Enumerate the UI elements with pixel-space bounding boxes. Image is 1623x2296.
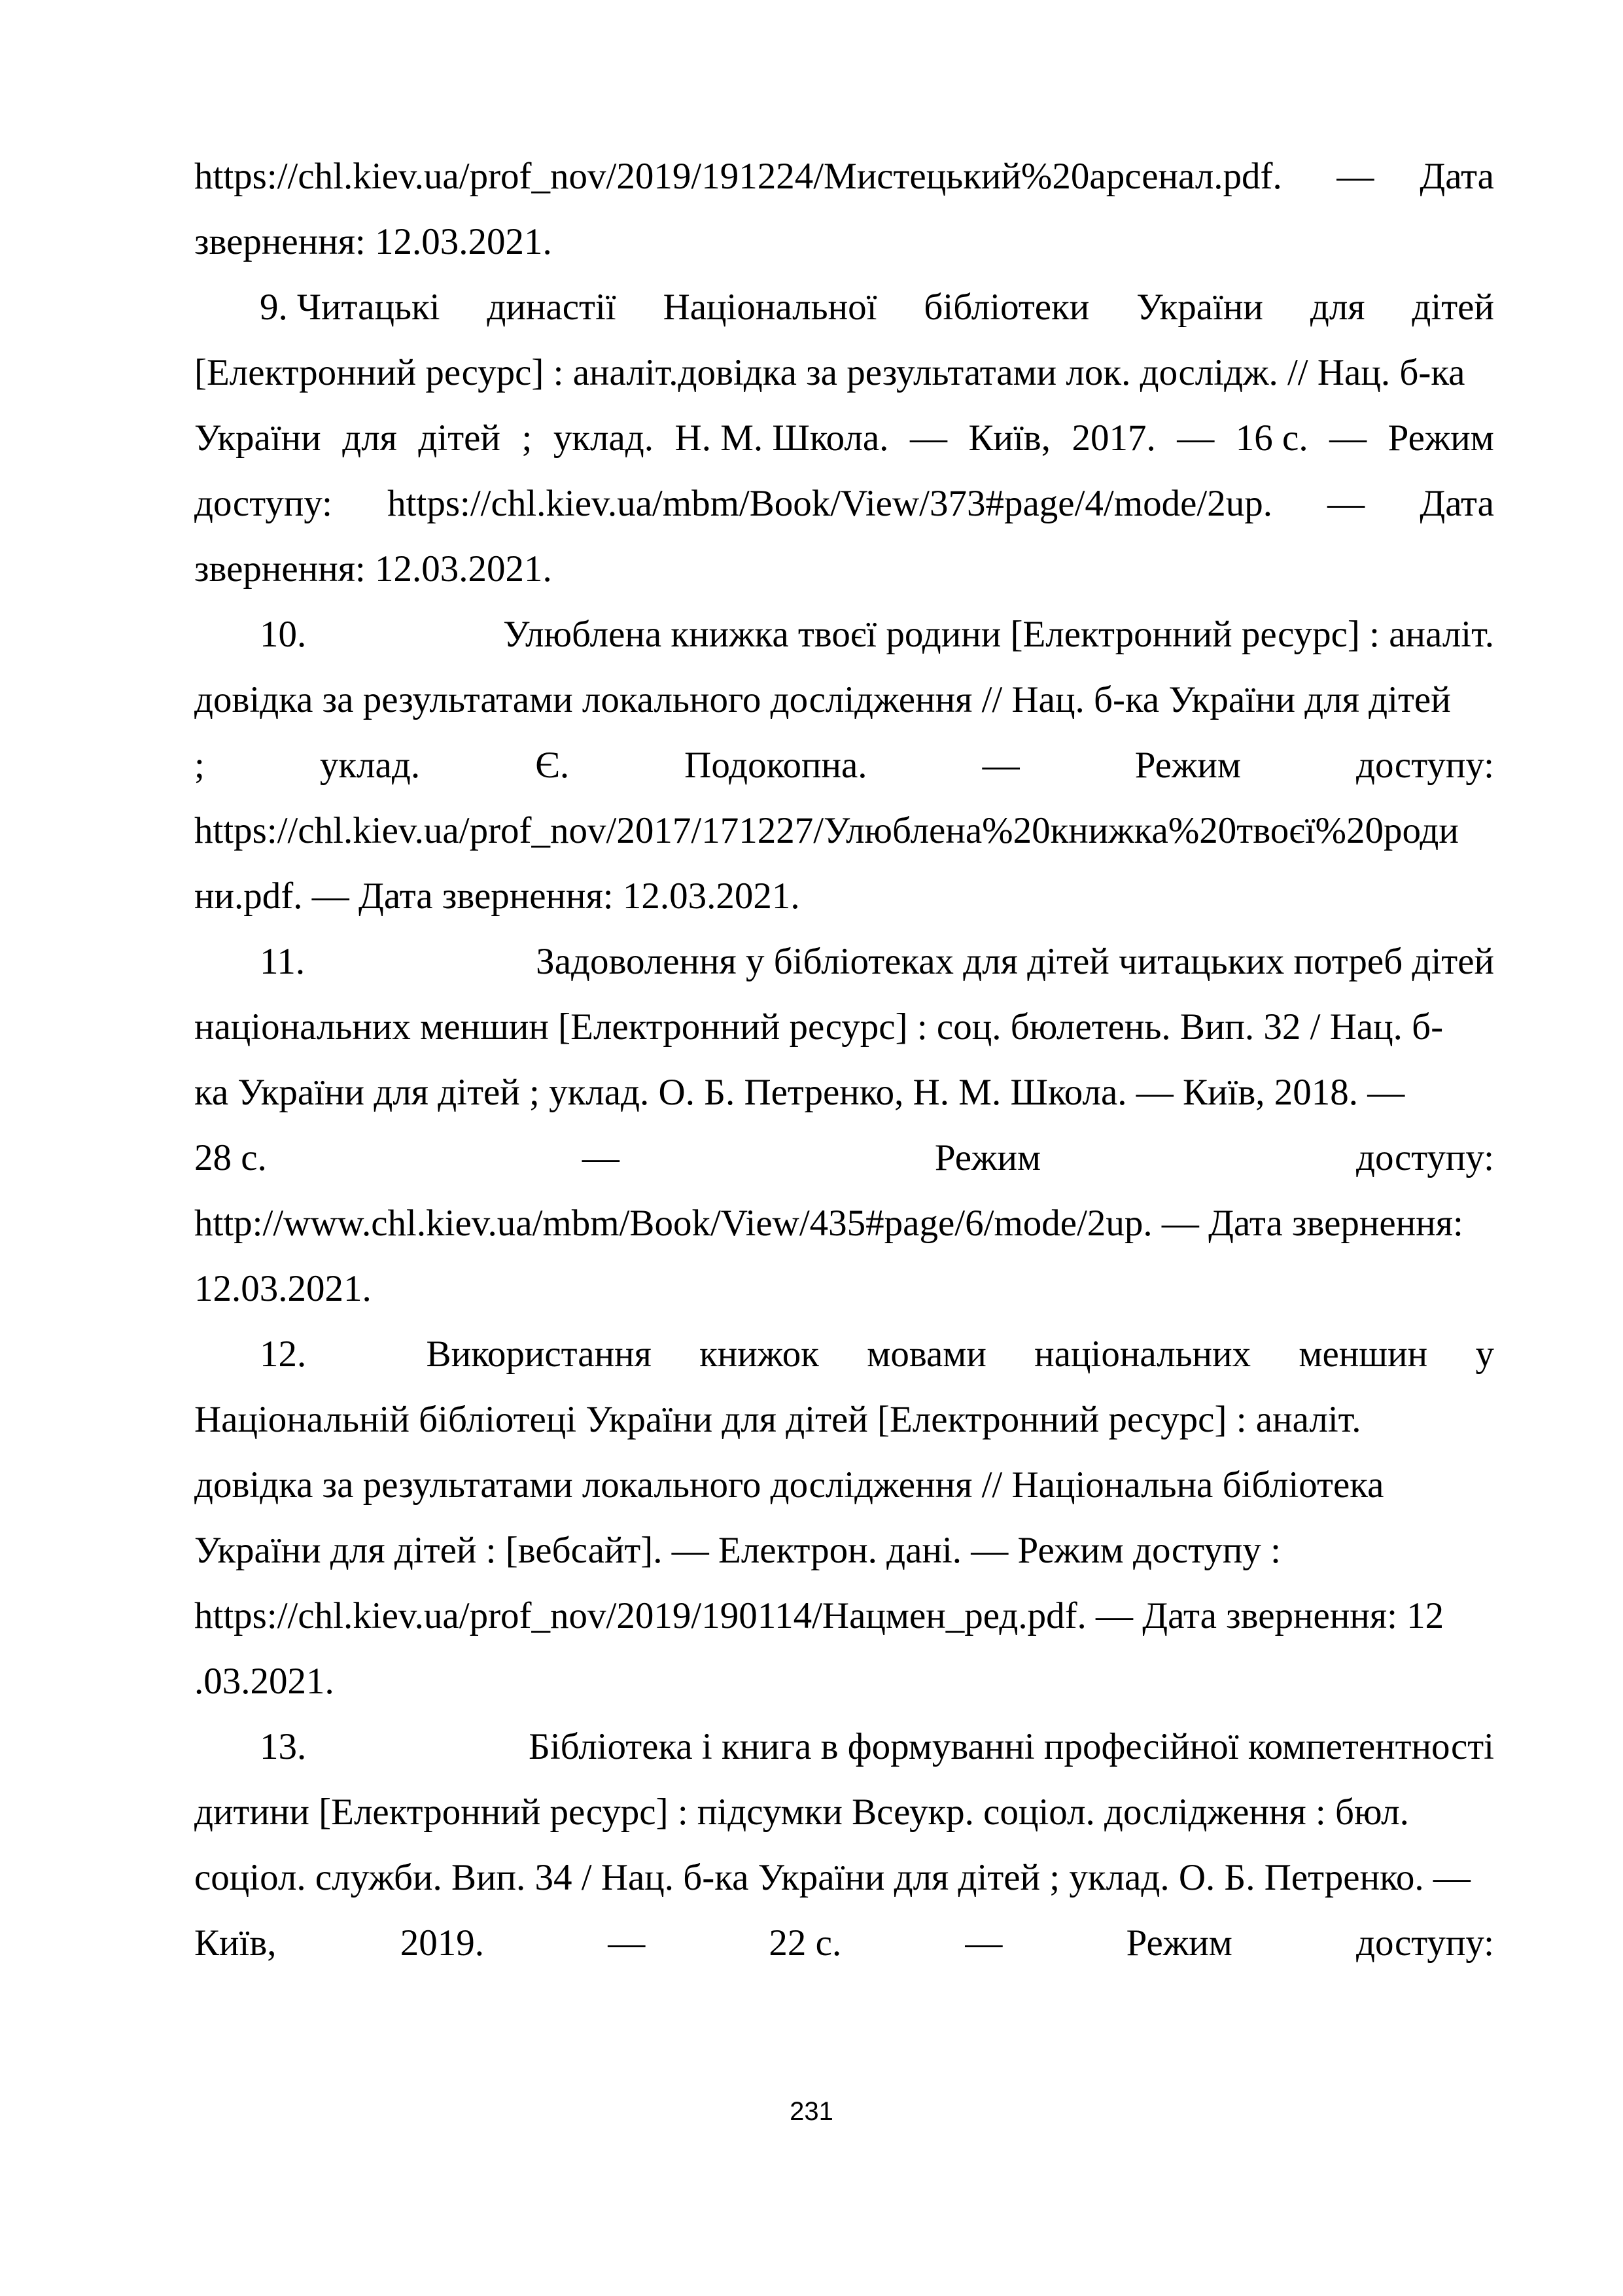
text-line: https://chl.kiev.ua/prof_nov/2019/191224/Мистецький%20арсенал.pdf. bbox=[194, 156, 1282, 197]
text-line: Дата bbox=[1420, 156, 1494, 197]
ref-13-line-4: Київ, 2019. — 22 с. — Режим доступу: bbox=[194, 1922, 1494, 1964]
ref-10-line-1: 10. Улюблена книжка твоєї родини [Електронний ресурс] : аналіт. bbox=[260, 614, 1494, 655]
ref-12-line-2: Національній бібліотеці України для дітей [Електронний ресурс] : аналіт. bbox=[194, 1399, 1361, 1440]
ref-12-line-4: України для дітей : [вебсайт]. — Електрон. дані. — Режим доступу : bbox=[194, 1530, 1281, 1571]
ref-13-line-3: соціол. служби. Вип. 34 / Нац. б-ка України для дітей ; уклад. О. Б. Петренко. — bbox=[194, 1857, 1471, 1898]
ref-9-line-5: звернення: 12.03.2021. bbox=[194, 548, 552, 590]
text-line: — bbox=[1336, 156, 1374, 197]
ref-12-line-5: https://chl.kiev.ua/prof_nov/2019/190114/Нацмен_ред.pdf. — Дата звернення: 12 bbox=[194, 1595, 1444, 1636]
ref-9-line-4: доступу: https://chl.kiev.ua/mbm/Book/View/373#page/4/mode/2up. — Дата bbox=[194, 483, 1494, 524]
ref-12-line-6: .03.2021. bbox=[194, 1661, 334, 1702]
ref-12-line-3: довідка за результатами локального дослідження // Національна бібліотека bbox=[194, 1464, 1384, 1506]
ref-11-line-5: http://www.chl.kiev.ua/mbm/Book/View/435#page/6/mode/2up. — Дата звернення: bbox=[194, 1203, 1463, 1244]
ref-11-line-4: 28 с. — Режим доступу: bbox=[194, 1137, 1494, 1178]
ref-9-line-3: України для дітей ; уклад. Н. М. Школа. — Київ, 2017. — 16 с. — Режим bbox=[194, 417, 1494, 459]
ref-10-line-3: ; уклад. Є. Подокопна. — Режим доступу: bbox=[194, 745, 1494, 786]
ref-13-line-2: дитини [Електронний ресурс] : підсумки Всеукр. соціол. дослідження : бюл. bbox=[194, 1792, 1409, 1833]
ref-10-line-5: ни.pdf. — Дата звернення: 12.03.2021. bbox=[194, 875, 800, 917]
ref-13-line-1: 13. Бібліотека і книга в формуванні професійної компетентності bbox=[260, 1726, 1494, 1767]
ref-9-line-2: [Електронний ресурс] : аналіт.довідка за результатами лок. дослідж. // Нац. б-ка bbox=[194, 352, 1465, 393]
ref-10-line-4: https://chl.kiev.ua/prof_nov/2017/171227/Улюблена%20книжка%20твоєї%20роди bbox=[194, 810, 1459, 851]
ref-9-line-1: 9. Читацькі династії Національної бібліотеки України для дітей bbox=[260, 287, 1494, 328]
ref-10-line-2: довідка за результатами локального дослідження // Нац. б-ка України для дітей bbox=[194, 679, 1451, 720]
ref-8-line-1 bbox=[194, 144, 1494, 209]
ref-8-line-2: звернення: 12.03.2021. bbox=[194, 221, 552, 262]
ref-11-line-3: ка України для дітей ; уклад. О. Б. Петренко, Н. М. Школа. — Київ, 2018. — bbox=[194, 1072, 1405, 1113]
ref-12-line-1: 12. Використання книжок мовами національних меншин у bbox=[260, 1333, 1494, 1375]
page-number: 231 bbox=[790, 2097, 833, 2126]
ref-11-line-1: 11. Задоволення у бібліотеках для дітей читацьких потреб дітей bbox=[260, 941, 1494, 982]
ref-11-line-6: 12.03.2021. bbox=[194, 1268, 372, 1309]
ref-11-line-2: національних меншин [Електронний ресурс] : соц. бюлетень. Вип. 32 / Нац. б- bbox=[194, 1006, 1444, 1048]
